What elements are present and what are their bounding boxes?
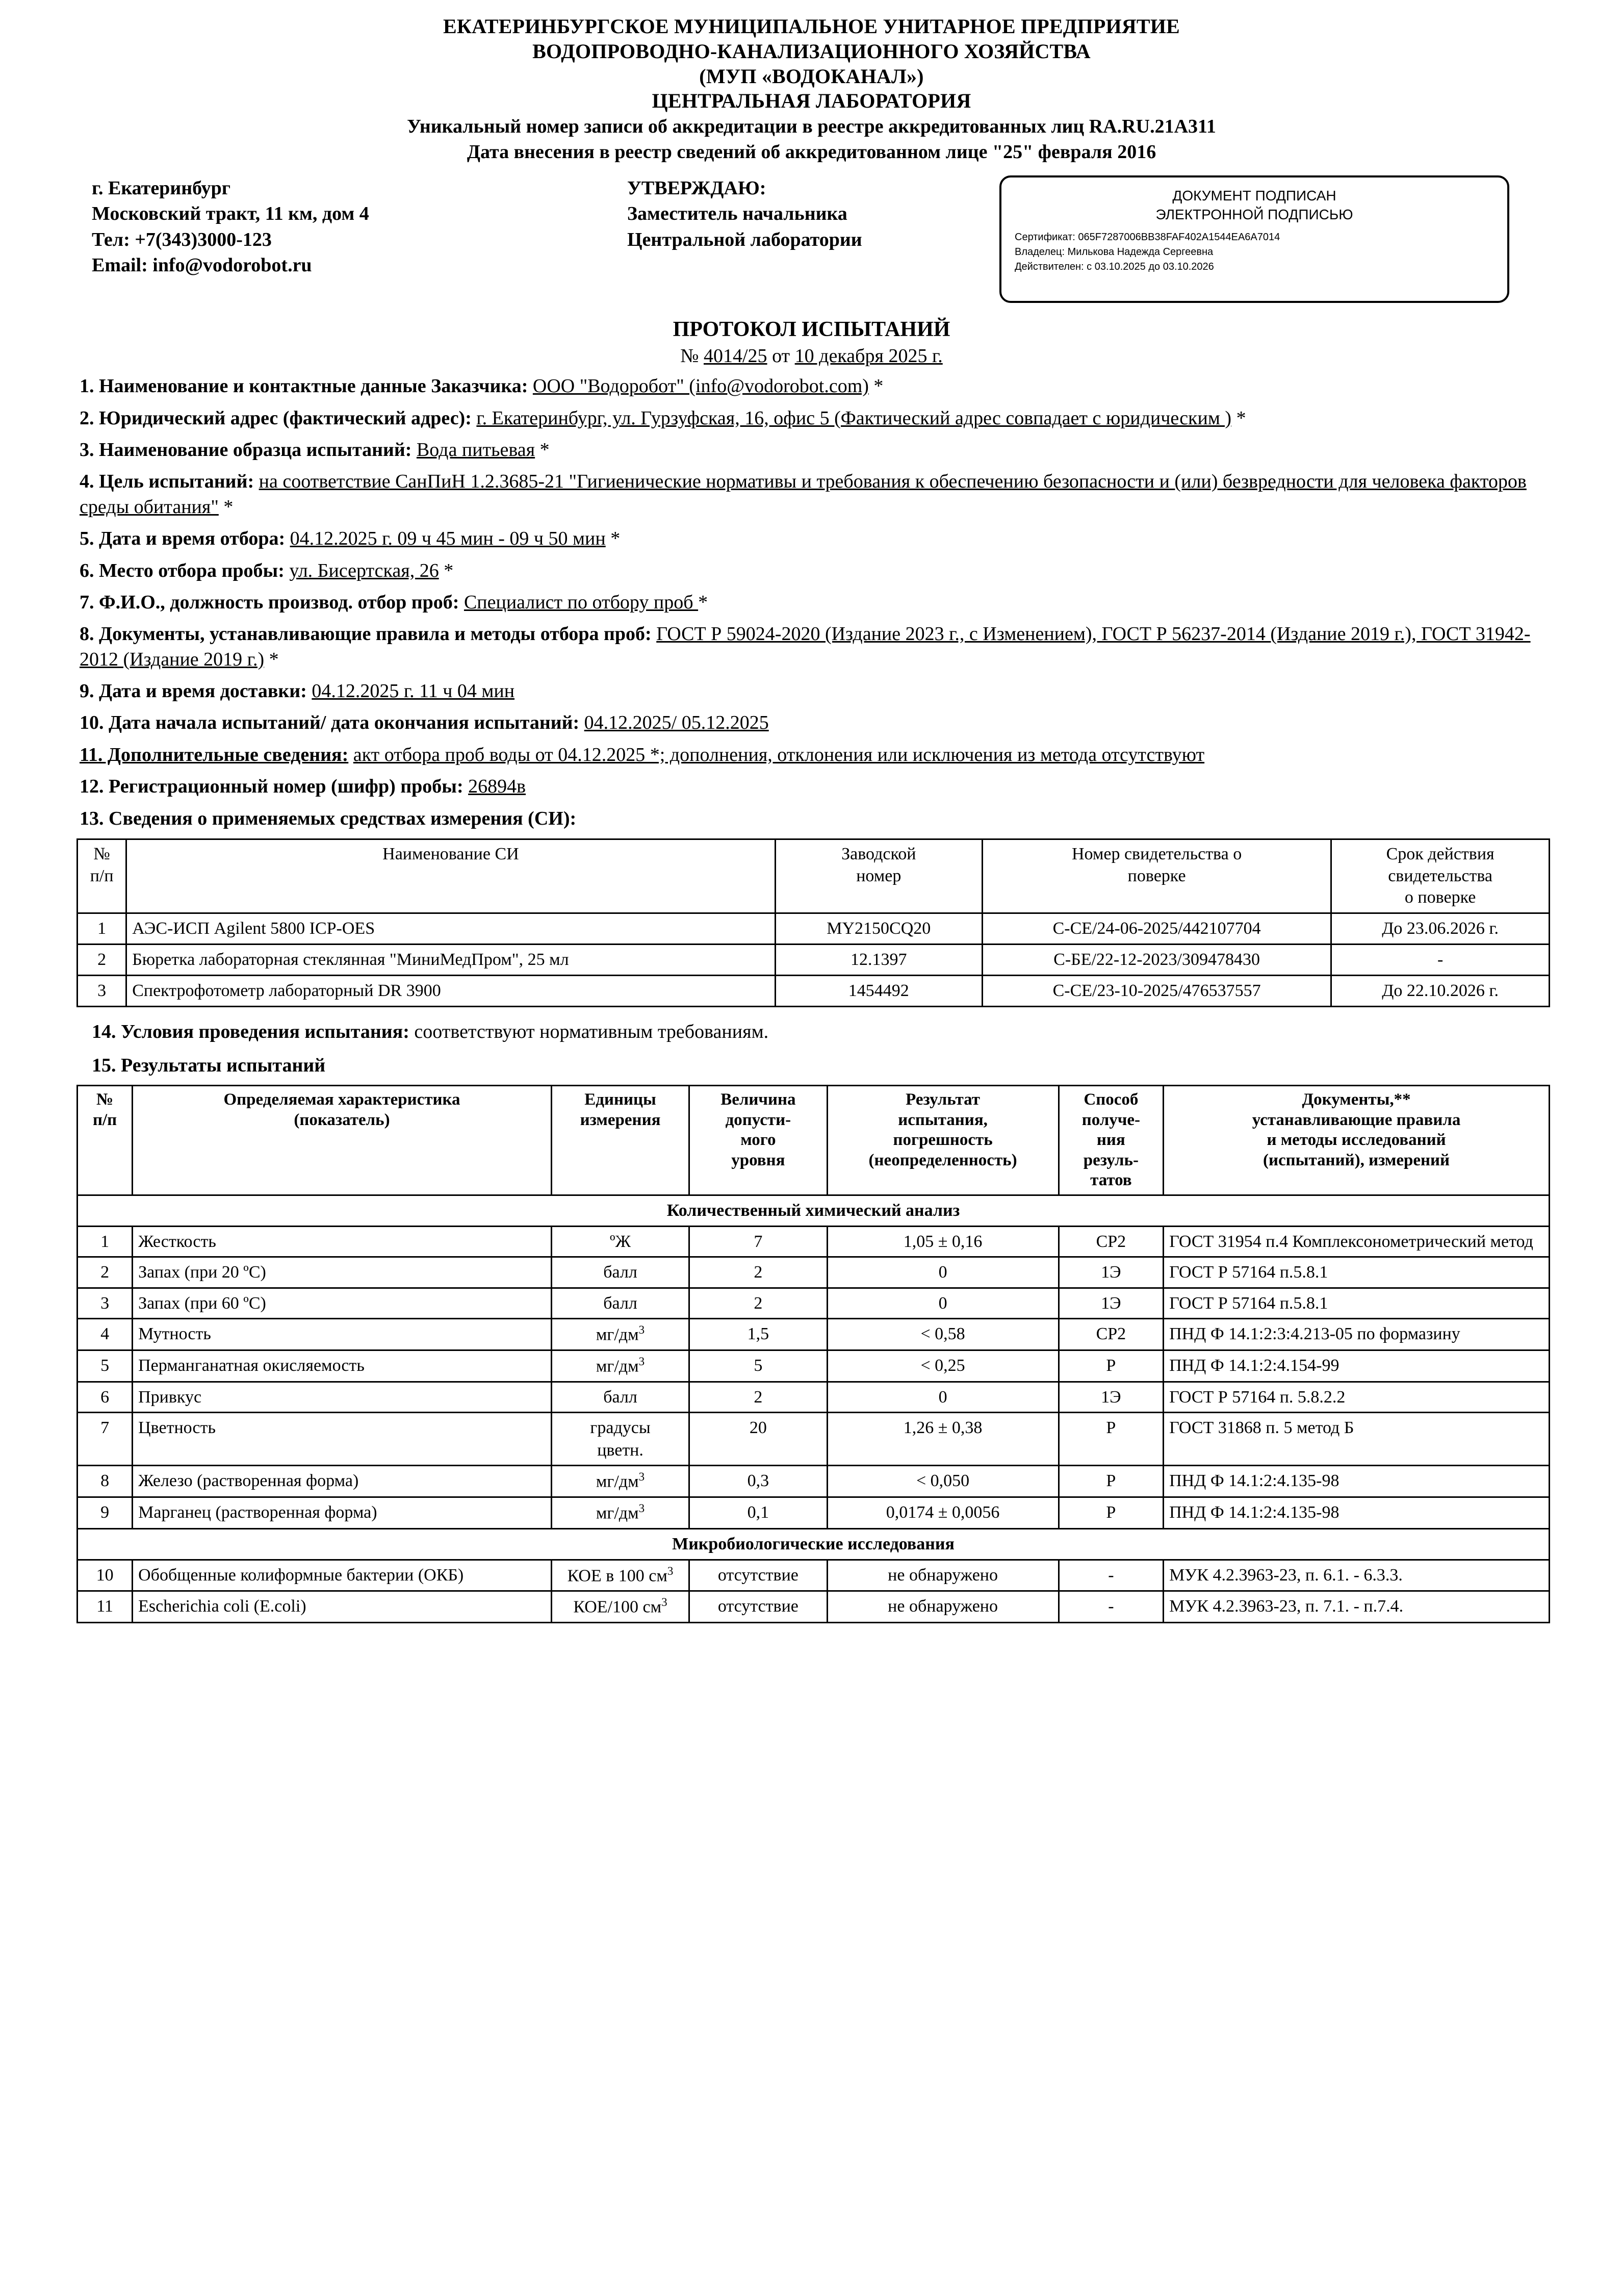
item-8-tail: * [264,648,279,670]
stamp-title-line-1: ДОКУМЕНТ ПОДПИСАН [1172,188,1336,204]
si-col-serial: Заводской номер [775,839,982,913]
test-results-table [76,1085,1550,1623]
r2-method: 1Э [1059,1257,1163,1288]
item-7-value: Специалист по отбору проб [463,591,699,613]
r3-limit: 2 [689,1288,827,1319]
r3-result: 0 [827,1288,1059,1319]
r5-method: Р [1059,1350,1163,1382]
si-row-2-certificate: С-БЕ/22-12-2023/309478430 [982,944,1331,975]
test-conditions [61,1021,1562,1043]
si-row-1-validity: До 23.06.2026 г. [1331,913,1550,944]
r2-num: 2 [78,1257,133,1288]
document-number-line [61,345,1562,367]
si-row-3-num: 3 [78,975,126,1006]
doc-date-prefix: от [767,345,795,367]
org-line-3: (МУП «ВОДОКАНАЛ») [699,64,924,88]
item-1-value: ООО "Водоробот" (info@vodorobot.com) [532,375,869,397]
si-row-3-certificate: С-СЕ/23-10-2025/476537557 [982,975,1331,1006]
r3-method: 1Э [1059,1288,1163,1319]
contact-block [61,175,627,278]
r4-method: СР2 [1059,1319,1163,1350]
r4-doc: ПНД Ф 14.1:2:3:4.213-05 по формазину [1164,1319,1550,1350]
r6-units: балл [551,1382,689,1413]
r10-num: 10 [78,1560,133,1591]
table-row [78,1226,1550,1257]
r8-units-sup: 3 [638,1470,645,1484]
res-col-limit: Величина допусти- мого уровня [689,1086,827,1195]
r10-method: - [1059,1560,1163,1591]
doc-date: 10 декабря 2025 г. [794,345,943,367]
results-section-title: 15. Результаты испытаний [92,1055,326,1077]
r6-result: 0 [827,1382,1059,1413]
si-section-title [61,806,1562,831]
item-4 [61,469,1562,520]
r6-method: 1Э [1059,1382,1163,1413]
results-section-header [78,1195,1550,1227]
r4-limit: 1,5 [689,1319,827,1350]
item-7-label: 7. Ф.И.О., должность производ. отбор проб: [80,591,459,613]
si-row-1-num: 1 [78,913,126,944]
si-row-2-name: Бюретка лабораторная стеклянная "МиниМедПром", 25 мл [126,944,775,975]
si-col-name: Наименование СИ [126,839,775,913]
item-6-value: ул. Бисертская, 26 [289,559,439,581]
si-row-1-name: АЭС-ИСП Agilent 5800 ICP-OES [126,913,775,944]
item-5-tail: * [605,528,621,550]
section-title-chemical: Количественный химический анализ [78,1195,1550,1227]
contact-phone: Тел: +7(343)3000-123 [92,228,272,250]
si-row-2-serial: 12.1397 [775,944,982,975]
r5-doc: ПНД Ф 14.1:2:4.154-99 [1164,1350,1550,1382]
item-9-label: 9. Дата и время доставки: [80,680,307,702]
si-col-validity: Срок действия свидетельства о поверке [1331,839,1550,913]
r9-units [551,1497,689,1529]
table-row [78,944,1550,975]
r9-result: 0,0174 ± 0,0056 [827,1497,1059,1529]
r9-name: Марганец (растворенная форма) [133,1497,552,1529]
item-4-label: 4. Цель испытаний: [80,471,254,493]
item-2-label: 2. Юридический адрес (фактический адрес): [80,407,472,429]
item-7-tail: * [698,591,708,613]
r6-limit: 2 [689,1382,827,1413]
contact-city: г. Екатеринбург [92,177,231,199]
item-4-value: на соответствие СанПиН 1.2.3685-21 "Гигиенические нормативы и требования к обеспечению безопасности и (или) безвредности для человека факторов среды обитания" [80,471,1527,518]
r8-num: 8 [78,1466,133,1497]
si-title-text: 13. Сведения о применяемых средствах измерения (СИ): [80,807,577,829]
org-line-4: ЦЕНТРАЛЬНАЯ ЛАБОРАТОРИЯ [652,89,971,113]
r10-units-text: КОЕ в 100 см [567,1566,667,1585]
item-5-value: 04.12.2025 г. 09 ч 45 мин - 09 ч 50 мин [290,528,606,550]
item-9 [61,679,1562,704]
item-8-label: 8. Документы, устанавливающие правила и методы отбора проб: [80,623,652,645]
item-11-label: 11. Дополнительные сведения: [80,744,349,766]
r11-units-sup: 3 [661,1596,667,1610]
res-col-documents: Документы,** устанавливающие правила и методы исследований (испытаний), измерений [1164,1086,1550,1195]
r8-limit: 0,3 [689,1466,827,1497]
approval-block [627,175,984,252]
r11-doc: МУК 4.2.3963-23, п. 7.1. - п.7.4. [1164,1591,1550,1623]
si-col-certificate: Номер свидетельства о поверке [982,839,1331,913]
r11-num: 11 [78,1591,133,1623]
r8-units [551,1466,689,1497]
item-1 [61,374,1562,399]
section-title-microbiological: Микробиологические исследования [78,1529,1550,1560]
stamp-certificate: Сертификат: 065F7287006BB38FAF402A1544EA6A7014 [1015,231,1280,243]
table-row [78,1319,1550,1350]
r9-method: Р [1059,1497,1163,1529]
item-4-tail: * [218,496,234,518]
table-row [78,1288,1550,1319]
r11-units-text: КОЕ/100 см [573,1597,662,1617]
r5-units-text: мг/дм [596,1357,639,1376]
r9-limit: 0,1 [689,1497,827,1529]
r4-result: < 0,58 [827,1319,1059,1350]
si-row-3-validity: До 22.10.2026 г. [1331,975,1550,1006]
item-3-value: Вода питьевая [416,439,535,461]
electronic-signature-stamp [999,175,1509,303]
item-6-tail: * [439,559,454,581]
stamp-title-line-2: ЭЛЕКТРОННОЙ ПОДПИСЬЮ [1155,206,1353,222]
item-1-label: 1. Наименование и контактные данные Заказчика: [80,375,528,397]
conditions-label: 14. Условия проведения испытания: [92,1021,409,1043]
item-7 [61,590,1562,615]
doc-number: 4014/25 [704,345,767,367]
r5-units-sup: 3 [638,1355,645,1368]
table-row [78,1350,1550,1382]
conditions-value: соответствуют нормативным требованиям. [409,1021,769,1043]
item-3-tail: * [535,439,550,461]
item-12-value: 26894в [468,776,526,798]
r11-units [551,1591,689,1623]
si-row-1-serial: MY2150CQ20 [775,913,982,944]
item-12-label: 12. Регистрационный номер (шифр) пробы: [80,776,463,798]
r11-result: не обнаружено [827,1591,1059,1623]
r6-num: 6 [78,1382,133,1413]
item-6 [61,558,1562,583]
r11-name: Escherichia coli (E.coli) [133,1591,552,1623]
table-row [78,1382,1550,1413]
item-11 [61,743,1562,768]
r5-result: < 0,25 [827,1350,1059,1382]
r10-result: не обнаружено [827,1560,1059,1591]
table-row [78,1591,1550,1623]
item-6-label: 6. Место отбора пробы: [80,559,285,581]
res-col-method: Способ получе- ния резуль- татов [1059,1086,1163,1195]
res-col-units: Единицы измерения [551,1086,689,1195]
r5-name: Перманганатная окисляемость [133,1350,552,1382]
item-1-tail: * [868,375,884,397]
si-row-1-certificate: С-СЕ/24-06-2025/442107704 [982,913,1331,944]
org-line-1: ЕКАТЕРИНБУРГСКОЕ МУНИЦИПАЛЬНОЕ УНИТАРНОЕ ПРЕДПРИЯТИЕ [443,15,1180,38]
item-9-value: 04.12.2025 г. 11 ч 04 мин [312,680,515,702]
contact-email: Email: info@vodorobot.ru [92,254,312,276]
table-row [78,1413,1550,1466]
stamp-valid: Действителен: с 03.10.2025 до 03.10.2026 [1015,261,1214,272]
r9-units-sup: 3 [638,1502,645,1516]
org-line-2: ВОДОПРОВОДНО-КАНАЛИЗАЦИОННОГО ХОЗЯЙСТВА [532,39,1091,63]
r1-num: 1 [78,1226,133,1257]
item-8 [61,622,1562,672]
r6-name: Привкус [133,1382,552,1413]
item-2-value: г. Екатеринбург, ул. Гурзуфская, 16, офис 5 (Фактический адрес совпадает с юридическим ) [476,407,1232,429]
r2-result: 0 [827,1257,1059,1288]
r3-num: 3 [78,1288,133,1319]
r8-method: Р [1059,1466,1163,1497]
si-row-2-num: 2 [78,944,126,975]
r4-units-text: мг/дм [596,1325,639,1344]
r7-method: Р [1059,1413,1163,1466]
r2-name: Запах (при 20 ºС) [133,1257,552,1288]
item-3-label: 3. Наименование образца испытаний: [80,439,412,461]
table-row [78,975,1550,1006]
r9-num: 9 [78,1497,133,1529]
item-5 [61,526,1562,551]
r1-result: 1,05 ± 0,16 [827,1226,1059,1257]
res-col-result: Результат испытания, погрешность (неопределенность) [827,1086,1059,1195]
r4-units [551,1319,689,1350]
item-8-value: ГОСТ Р 59024-2020 (Издание 2023 г., с Изменением), ГОСТ Р 56237-2014 (Издание 2019 г.), ГОСТ 31942-2012 (Издание 2019 г.) [80,623,1531,670]
si-row-3-serial: 1454492 [775,975,982,1006]
measuring-instruments-table [76,838,1550,1007]
r10-doc: МУК 4.2.3963-23, п. 6.1. - 6.3.3. [1164,1560,1550,1591]
table-row [78,1466,1550,1497]
res-col-num: № п/п [78,1086,133,1195]
r1-doc: ГОСТ 31954 п.4 Комплексонометрический метод [1164,1226,1550,1257]
r8-doc: ПНД Ф 14.1:2:4.135-98 [1164,1466,1550,1497]
accreditation-number: Уникальный номер записи об аккредитации в реестре аккредитованных лиц RA.RU.21А311 [407,116,1216,138]
table-row [78,1560,1550,1591]
item-10 [61,710,1562,735]
r2-units: балл [551,1257,689,1288]
stamp-owner: Владелец: Милькова Надежда Сергеевна [1015,246,1214,258]
r10-limit: отсутствие [689,1560,827,1591]
item-2 [61,406,1562,431]
r7-limit: 20 [689,1413,827,1466]
r4-num: 4 [78,1319,133,1350]
r11-method: - [1059,1591,1163,1623]
item-10-value: 04.12.2025/ 05.12.2025 [584,712,769,734]
r5-limit: 5 [689,1350,827,1382]
results-section-header [78,1529,1550,1560]
r1-limit: 7 [689,1226,827,1257]
r8-name: Железо (растворенная форма) [133,1466,552,1497]
r9-units-text: мг/дм [596,1503,639,1523]
contact-address: Московский тракт, 11 км, дом 4 [92,203,369,225]
table-row [78,1497,1550,1529]
r10-name: Обобщенные колиформные бактерии (ОКБ) [133,1560,552,1591]
item-3 [61,438,1562,463]
r7-result: 1,26 ± 0,38 [827,1413,1059,1466]
item-10-label: 10. Дата начала испытаний/ дата окончания испытаний: [80,712,580,734]
r7-num: 7 [78,1413,133,1466]
r11-limit: отсутствие [689,1591,827,1623]
table-row [78,913,1550,944]
contact-approval-row [61,175,1562,303]
r8-units-text: мг/дм [596,1472,639,1491]
document-title: ПРОТОКОЛ ИСПЫТАНИЙ [673,318,950,342]
si-row-3-name: Спектрофотометр лабораторный DR 3900 [126,975,775,1006]
r6-doc: ГОСТ Р 57164 п. 5.8.2.2 [1164,1382,1550,1413]
stamp-title [1015,187,1494,224]
item-12 [61,774,1562,799]
r4-units-sup: 3 [638,1323,645,1337]
r8-result: < 0,050 [827,1466,1059,1497]
r10-units-sup: 3 [667,1564,674,1578]
results-header-row [78,1086,1550,1195]
r10-units [551,1560,689,1591]
r7-units: градусы цветн. [551,1413,689,1466]
r3-name: Запах (при 60 ºС) [133,1288,552,1319]
r7-doc: ГОСТ 31868 п. 5 метод Б [1164,1413,1550,1466]
r1-units: ºЖ [551,1226,689,1257]
si-row-2-validity: - [1331,944,1550,975]
stamp-details [1015,230,1494,274]
item-11-value: акт отбора проб воды от 04.12.2025 *; дополнения, отклонения или исключения из метода отсутствуют [353,744,1205,766]
r7-name: Цветность [133,1413,552,1466]
r2-limit: 2 [689,1257,827,1288]
r3-units: балл [551,1288,689,1319]
organization-header [61,14,1562,114]
r3-doc: ГОСТ Р 57164 п.5.8.1 [1164,1288,1550,1319]
item-2-tail: * [1231,407,1246,429]
doc-number-prefix: № [680,345,704,367]
r9-doc: ПНД Ф 14.1:2:4.135-98 [1164,1497,1550,1529]
approval-position-line-1: Заместитель начальника [627,203,847,225]
accreditation-date: Дата внесения в реестр сведений об аккредитованном лице "25" февраля 2016 [467,141,1156,163]
r4-name: Мутность [133,1319,552,1350]
r5-num: 5 [78,1350,133,1382]
r2-doc: ГОСТ Р 57164 п.5.8.1 [1164,1257,1550,1288]
si-header-row [78,839,1550,913]
r1-method: СР2 [1059,1226,1163,1257]
r5-units [551,1350,689,1382]
r1-name: Жесткость [133,1226,552,1257]
si-col-num: № п/п [78,839,126,913]
item-5-label: 5. Дата и время отбора: [80,528,286,550]
table-row [78,1257,1550,1288]
res-col-characteristic: Определяемая характеристика (показатель) [133,1086,552,1195]
approval-title: УТВЕРЖДАЮ: [627,177,766,199]
approval-position-line-2: Центральной лаборатории [627,228,862,250]
